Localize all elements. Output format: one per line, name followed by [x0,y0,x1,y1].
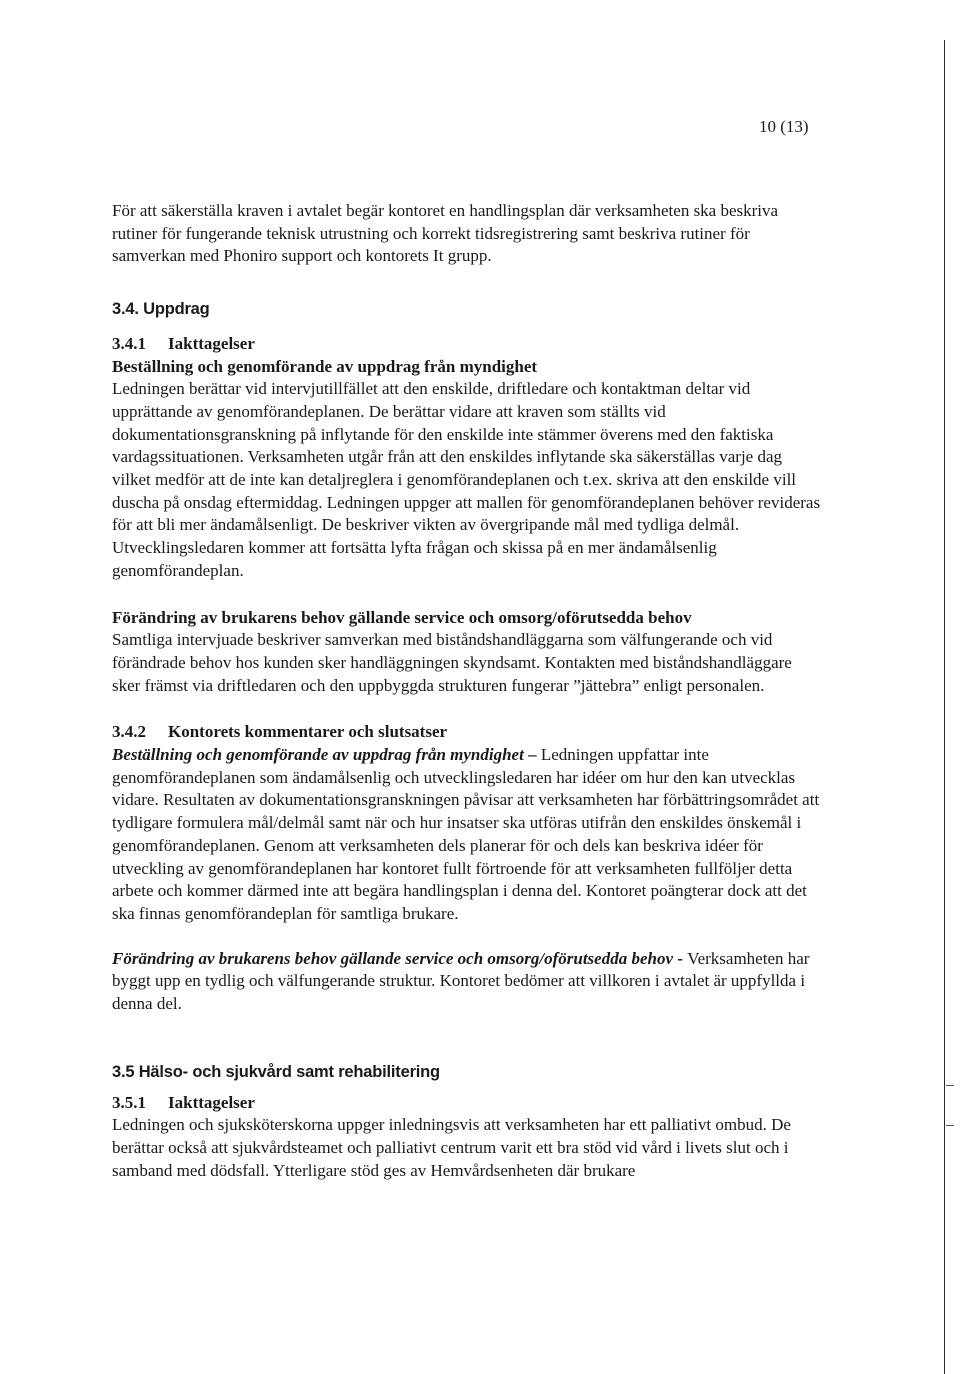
paragraph-comment-bestallning [112,744,822,926]
subsection-heading-3-4-1 [112,333,822,356]
page-edge-tick [946,1085,954,1086]
topic-heading-forandring: Förändring av brukarens behov gällande service och omsorg/oförutsedda behov [112,607,692,627]
comment-dash: - [673,948,688,968]
subsection-number: 3.4.1 [112,333,146,353]
paragraph-forandring: Samtliga intervjuade beskriver samverkan med biståndshandläggarna som välfungerande och vid förändrade behov hos kunden sker handläggningen skyndsamt. Kontakten med biståndshandläggare sker främst via driftledaren och den uppbyggda strukturen fungerar ”jättebra” enligt personalen. [112,630,792,695]
section-heading-3-4: 3.4. Uppdrag [112,300,210,319]
subsection-heading-3-4-2 [112,721,822,744]
paragraph-halso-sjukvard: Ledningen och sjuksköterskorna uppger inledningsvis att verksamheten har ett palliativt ombud. De berättar också att sjukvårdsteamet och palliativt centrum varit ett bra stöd vid vård i livets slut och i samband med dödsfall. Ytterligare stöd ges av Hemvårdsenheten där brukare [112,1115,791,1180]
paragraph-comment-forandring [112,948,822,1016]
intro-paragraph: För att säkerställa kraven i avtalet begär kontoret en handlingsplan där verksamheten ska beskriva rutiner för fungerande teknisk utrustning och korrekt tidsregistrering samt beskriva rutiner för samverkan med Phoniro support och kontorets It grupp. [112,201,779,266]
page-number: 10 (13) [759,117,809,136]
page-edge-line [944,40,945,1374]
comment-lead: Förändring av brukarens behov gällande service och omsorg/oförutsedda behov [112,948,674,968]
subsection-title: Kontorets kommentarer och slutsatser [168,722,448,742]
subsection-heading-3-5-1 [112,1092,822,1115]
comment-lead: Beställning och genomförande av uppdrag från myndighet [112,745,524,765]
subsection-title: Iakttagelser [168,333,255,353]
page-edge-tick [946,1125,954,1126]
document-body [112,200,822,1182]
comment-dash: – [523,745,541,765]
subsection-number: 3.5.1 [112,1092,146,1112]
subsection-title: Iakttagelser [168,1092,255,1112]
section-heading-3-5: 3.5 Hälso- och sjukvård samt rehabilitering [112,1062,440,1081]
paragraph-bestallning: Ledningen berättar vid intervjutillfället att den enskilde, driftledare och kontaktman deltar vid upprättande av genomförandeplanen. De berättar vidare att kraven som ställts vid dokumentationsgranskning på inflytande för den enskilde inte stämmer överens med den faktiska vardagssituationen. Verksamheten utgår från att den enskildes inflytande ska säkerställas varje dag vilket medför att de inte kan detaljreglera i genomförandeplanen och t.ex. skriva att den enskilde vill duscha på onsdag eftermiddag. Ledningen uppger att mallen för genomförandeplanen behöver revideras för att bli mer ändamålsenligt. De beskriver vikten av övergripande mål med tydliga delmål. Utvecklingsledaren kommer att fortsätta lyfta frågan och skissa på en mer ändamålsenlig genomförandeplan. [112,379,821,580]
comment-text: Ledningen uppfattar inte genomförandeplanen som ändamålsenlig och utvecklingsledaren har idéer om hur den kan utvecklas vidare. Resultaten av dokumentationsgranskningen påvisar att verksamheten har förbättringsområdet att tydligare formulera mål/delmål samt när och hur insatser ska utföras utifrån den enskildes önskemål i genomförandeplanen. Genom att verksamheten dels planerar för och dels kan beskriva idéer för utveckling av genomförandeplanen har kontoret fullt förtroende för att verksamheten fullföljer detta arbete och kommer därmed inte att begära handlingsplan i denna del. Kontoret poängterar dock att det ska finnas genomförandeplan för samtliga brukare. [112,745,820,923]
comment-text: Verksamheten har byggt upp en tydlig och välfungerande struktur. Kontoret bedömer att villkoren i avtalet är uppfyllda i denna del. [112,948,810,1014]
topic-heading-bestallning: Beställning och genomförande av uppdrag från myndighet [112,356,538,376]
subsection-number: 3.4.2 [112,722,146,742]
